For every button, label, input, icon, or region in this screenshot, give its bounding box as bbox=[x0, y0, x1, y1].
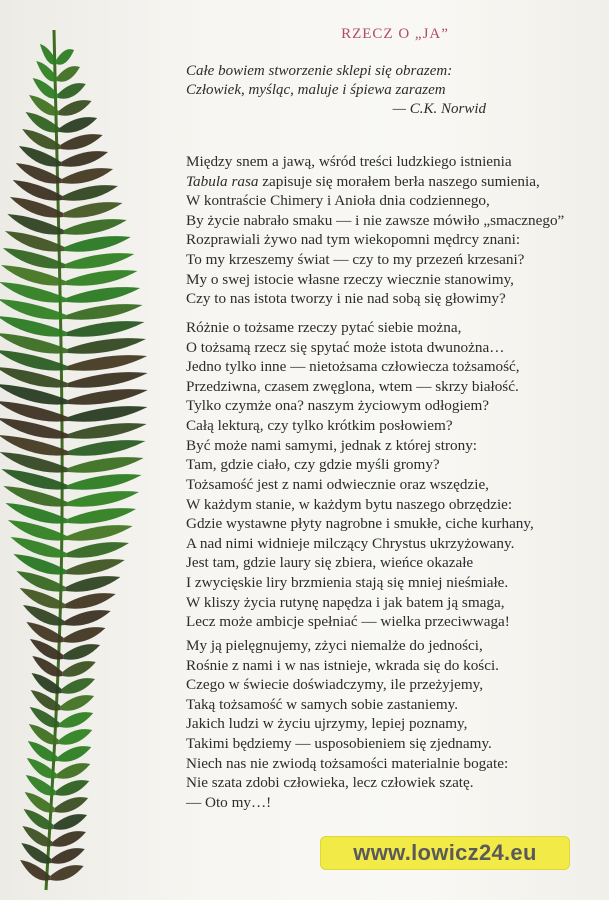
poem-line: Czy to nas istota tworzy i nie nad sobą się głowimy? bbox=[186, 290, 506, 308]
stanza-1 bbox=[186, 152, 609, 309]
fern-leaf-image bbox=[0, 20, 160, 900]
poem-line: My ją pielęgnujemy, zżyci niemalże do jedności, bbox=[186, 637, 483, 654]
poem-line: Lecz może ambicje spełniać — wielka przeciwwaga! bbox=[186, 613, 510, 631]
stanza-2 bbox=[186, 318, 609, 475]
motto-line: Całe bowiem stworzenie sklepi się obrazem: bbox=[186, 63, 453, 79]
poem-line: A nad nimi widnieje milczący Chrystus ukrzyżowany. bbox=[186, 534, 515, 552]
motto-author: — C.K. Norwid bbox=[392, 101, 486, 117]
poem-line: Gdzie wystawne płyty nagrobne i smukłe, ciche kurhany, bbox=[186, 515, 534, 533]
poem-line: O tożsamą rzecz się spytać może istota dwunożna… bbox=[186, 338, 505, 356]
poem-line: My o swej istocie własne rzeczy wiecznie stanowimy, bbox=[186, 270, 514, 288]
motto-line: Człowiek, myśląc, maluje i śpiewa zarazem bbox=[186, 82, 446, 98]
poem-line: W każdym stanie, w każdym bytu naszego obrzędzie: bbox=[186, 495, 513, 513]
poem-line: Między snem a jawą, wśród treści ludzkiego istnienia bbox=[186, 153, 512, 170]
poem-line: Niech nas nie zwiodą tożsamości materialnie bogate: bbox=[186, 754, 509, 772]
watermark-banner bbox=[320, 836, 570, 870]
poem-line: Takimi będziemy — usposobieniem się zjednamy. bbox=[186, 734, 492, 752]
poem-line: Nie szata zdobi człowieka, lecz człowiek szatę. bbox=[186, 774, 474, 792]
stanza-3 bbox=[186, 475, 609, 632]
poem-line: Tylko czymże ona? naszym życiowym odłogiem? bbox=[186, 397, 490, 415]
stanza-4 bbox=[186, 636, 609, 812]
poem-line: To my krzeszemy świat — czy to my przezeń krzesani? bbox=[186, 250, 525, 268]
poem-line: Jest tam, gdzie laury się zbiera, wieńce okazałe bbox=[186, 554, 474, 572]
poem-line: I zwycięskie liry brzmienia stają się mniej nieśmiałe. bbox=[186, 573, 509, 591]
poem-line: W kontraście Chimery i Anioła dnia codziennego, bbox=[186, 192, 490, 210]
poem-line: Czego w świecie doświadczymy, ile przeżyjemy, bbox=[186, 676, 484, 694]
poem-line: Całą lekturą, czy tylko krótkim posłowiem? bbox=[186, 416, 453, 434]
poem-line: By życie nabrało smaku — i nie zawsze mówiło „smacznego” bbox=[186, 211, 565, 229]
poem-line: Tam, gdzie ciało, czy gdzie myśli gromy? bbox=[186, 456, 440, 474]
poem-line: Jakich ludzi w życiu ujrzymy, lepiej poznamy, bbox=[186, 715, 468, 733]
poem-line: Przedziwna, czasem zwęglona, wtem — skrzy białość. bbox=[186, 377, 519, 395]
poem-line: Tożsamość jest z nami odwiecznie oraz wszędzie, bbox=[186, 476, 489, 493]
poem-line: Tabula rasa zapisuje się morałem berła naszego sumienia, bbox=[186, 172, 540, 190]
poem-line: — Oto my…! bbox=[186, 793, 272, 811]
poem-line: Rośnie z nami i w nas istnieje, wkrada się do kości. bbox=[186, 656, 499, 674]
poem-line: Być może nami samymi, jednak z której strony: bbox=[186, 436, 478, 454]
poem-line: Rozprawiali żywo nad tym wiekopomni mędrcy znani: bbox=[186, 231, 521, 249]
poem-line: W kliszy życia rutynę napędza i jak batem ją smaga, bbox=[186, 593, 505, 611]
poem-line: Taką tożsamość w samych sobie zastaniemy. bbox=[186, 695, 459, 713]
poem-title: RZECZ O „JA” bbox=[341, 26, 449, 42]
watermark-text: www.lowicz24.eu bbox=[353, 840, 537, 865]
poem-motto bbox=[186, 62, 506, 119]
poem-line: Jedno tylko inne — nietożsama człowiecza tożsamość, bbox=[186, 358, 520, 376]
poem-line: Różnie o tożsame rzeczy pytać siebie można, bbox=[186, 319, 462, 336]
